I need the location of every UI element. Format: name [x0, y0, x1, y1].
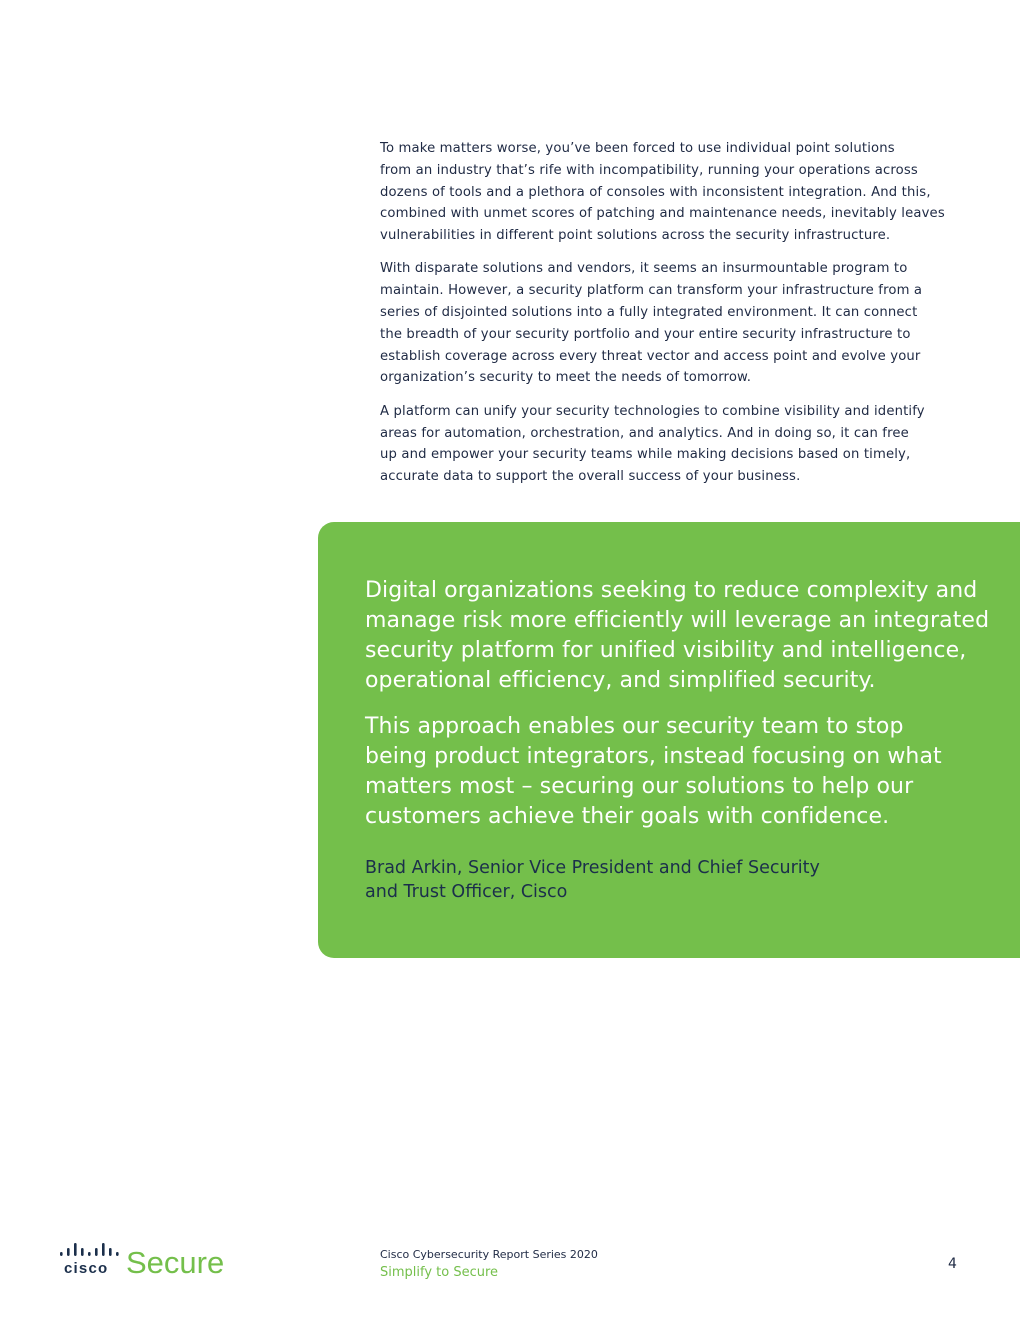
logo-bar: [116, 1252, 119, 1256]
logo-product-text: Secure: [126, 1245, 225, 1280]
logo-bar: [74, 1243, 77, 1256]
body-line: organization’s security to meet the needs of tomorrow.: [380, 370, 752, 386]
footer-subtitle: Simplify to Secure: [380, 1265, 499, 1280]
page-number: 4: [948, 1256, 957, 1272]
logo-bar: [88, 1252, 91, 1256]
body-line: series of disjointed solutions into a fully integrated environment. It can connect: [380, 305, 918, 321]
body-line: from an industry that’s rife with incompatibility, running your operations across: [380, 162, 918, 178]
body-line: To make matters worse, you’ve been forced to use individual point solutions: [380, 141, 895, 156]
body-paragraph-3: [380, 401, 970, 488]
logo-bar: [102, 1243, 105, 1256]
body-line: maintain. However, a security platform can transform your infrastructure from a: [380, 283, 923, 299]
logo-bar: [60, 1252, 63, 1256]
attribution-line: and Trust Officer, Cisco: [365, 882, 568, 902]
body-line: establish coverage across every threat vector and access point and evolve your: [380, 348, 921, 364]
body-line: vulnerabilities in different point solutions across the security infrastructure.: [380, 228, 891, 244]
cisco-secure-logo: [58, 1240, 238, 1280]
logo-bar: [95, 1248, 98, 1256]
quote-text: [365, 576, 1005, 848]
logo-bar: [67, 1248, 70, 1256]
quote-attribution: [365, 856, 965, 904]
body-line: combined with unmet scores of patching and maintenance needs, inevitably leaves: [380, 206, 945, 222]
logo-company-text: cisco: [64, 1260, 109, 1277]
body-paragraph-2: [380, 258, 970, 389]
body-line: dozens of tools and a plethora of consoles with inconsistent integration. And this,: [380, 184, 931, 200]
body-line: areas for automation, orchestration, and analytics. And in doing so, it can free: [380, 425, 909, 441]
quote-line: Digital organizations seeking to reduce complexity and: [365, 578, 978, 603]
quote-line: customers achieve their goals with confidence.: [365, 804, 890, 829]
body-text: [380, 138, 970, 499]
quote-line: being product integrators, instead focusing on what: [365, 744, 942, 769]
quote-line: security platform for unified visibility and intelligence,: [365, 638, 967, 663]
footer-series-title: Cisco Cybersecurity Report Series 2020: [380, 1248, 598, 1261]
body-line: accurate data to support the overall success of your business.: [380, 469, 801, 485]
logo-bar: [109, 1248, 112, 1256]
body-line: With disparate solutions and vendors, it seems an insurmountable program to: [380, 261, 908, 277]
quote-line: operational efficiency, and simplified security.: [365, 668, 876, 693]
body-line: A platform can unify your security technologies to combine visibility and identify: [380, 403, 925, 419]
body-line: up and empower your security teams while making decisions based on timely,: [380, 447, 911, 463]
quote-line: matters most – securing our solutions to help our: [365, 774, 914, 799]
footer: [380, 1247, 598, 1282]
quote-line: manage risk more efficiently will leverage an integrated: [365, 608, 990, 633]
body-paragraph-1: [380, 138, 970, 247]
quote-paragraph-2: [365, 712, 1005, 832]
body-line: the breadth of your security portfolio and your entire security infrastructure to: [380, 326, 911, 342]
quote-callout: [318, 522, 1020, 958]
cisco-bridge-icon: [58, 1240, 238, 1280]
logo-bar: [81, 1248, 84, 1256]
quote-line: This approach enables our security team to stop: [365, 714, 904, 739]
attribution-line: Brad Arkin, Senior Vice President and Chief Security: [365, 858, 820, 878]
quote-paragraph-1: [365, 576, 1005, 696]
